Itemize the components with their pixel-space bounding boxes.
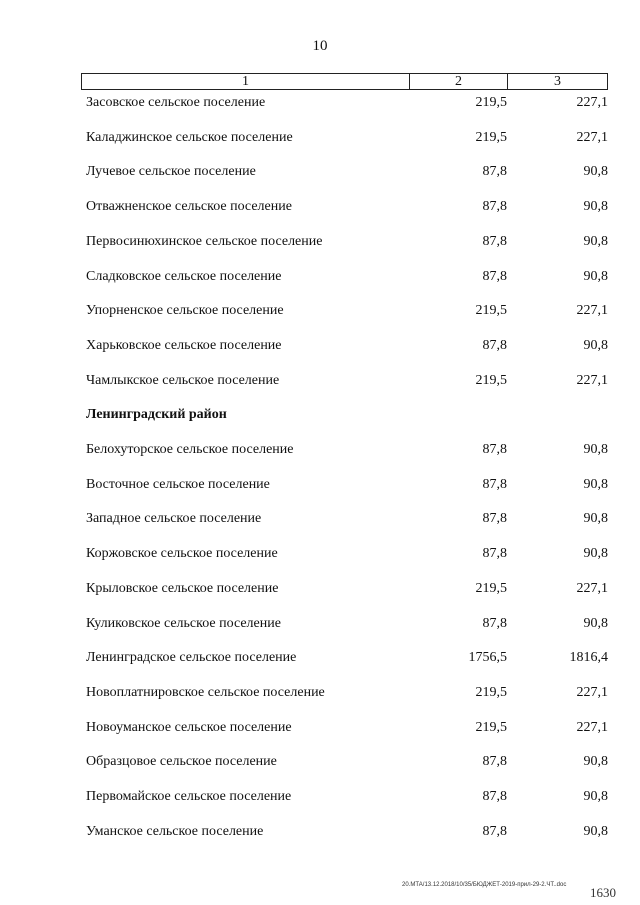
settlement-name: Восточное сельское поселение: [86, 476, 270, 492]
value-col-3: 90,8: [583, 199, 608, 215]
settlement-name: Белохуторское сельское поселение: [86, 442, 294, 457]
table-row: [0, 475, 640, 495]
value-col-2: 219,5: [475, 684, 507, 700]
value-col-3: 227,1: [576, 303, 608, 319]
table-row: [0, 440, 640, 460]
table-row: [0, 752, 640, 772]
settlement-name: Новоуманское сельское поселение: [86, 719, 292, 735]
settlement-name: Уманское сельское поселение: [86, 823, 264, 839]
table-row: [0, 544, 640, 564]
table-row: [0, 579, 640, 599]
table-row: [0, 197, 640, 217]
table-row: [0, 787, 640, 807]
value-col-3: 90,8: [583, 823, 608, 839]
settlement-name: Первосинюхинское сельское поселение: [86, 233, 323, 249]
settlement-name: Упорненское сельское поселение: [86, 303, 284, 319]
table-row: [0, 648, 640, 668]
footer-number: 1630: [590, 885, 616, 900]
table-row: [0, 509, 640, 529]
header-col-3: 3: [554, 74, 561, 89]
value-col-2: 87,8: [482, 511, 507, 527]
value-col-3: 90,8: [583, 546, 608, 562]
value-col-3: 90,8: [583, 268, 608, 284]
value-col-3: 90,8: [583, 442, 608, 457]
settlement-name: Засовское сельское поселение: [86, 95, 266, 110]
value-col-2: 87,8: [482, 337, 507, 353]
value-col-3: 90,8: [583, 789, 608, 804]
table-row: [0, 93, 640, 113]
settlement-name: Крыловское сельское поселение: [86, 580, 279, 596]
value-col-2: 87,8: [482, 442, 507, 457]
header-col-1: 1: [82, 74, 410, 89]
value-col-2: 87,8: [482, 268, 507, 284]
settlement-name: Чамлыкское сельское поселение: [86, 372, 280, 388]
value-col-2: 87,8: [482, 789, 507, 804]
value-col-3: 90,8: [583, 476, 608, 492]
table-row: [0, 336, 640, 356]
value-col-2: 87,8: [482, 823, 507, 839]
value-col-3: 227,1: [576, 684, 608, 700]
settlement-name: Сладковское сельское поселение: [86, 268, 282, 284]
table-row: [0, 162, 640, 182]
settlement-name: Ленинградское сельское поселение: [86, 650, 297, 666]
table-row: [0, 267, 640, 287]
value-col-2: 219,5: [475, 129, 507, 145]
value-col-2: 219,5: [475, 372, 507, 388]
value-col-3: 227,1: [576, 95, 608, 110]
footer-path: 20.МТА/13.12.2018/10/35/БЮДЖЕТ-2019-прил-29-2.ЧТ..doc: [402, 882, 567, 888]
settlement-name: Первомайское сельское поселение: [86, 789, 292, 804]
table-row: [0, 614, 640, 634]
settlement-name: Образцовое сельское поселение: [86, 754, 277, 770]
value-col-2: 87,8: [482, 546, 507, 562]
value-col-3: 1816,4: [569, 650, 608, 666]
value-col-2: 87,8: [482, 754, 507, 770]
table-row: [0, 718, 640, 738]
page-number: 10: [312, 38, 328, 54]
value-col-2: 219,5: [475, 719, 507, 735]
table-row: [0, 128, 640, 148]
value-col-3: 90,8: [583, 511, 608, 527]
value-col-2: 87,8: [482, 199, 507, 215]
value-col-3: 90,8: [583, 337, 608, 353]
value-col-3: 227,1: [576, 580, 608, 596]
settlement-name: Куликовское сельское поселение: [86, 615, 281, 631]
settlement-name: Харьковское сельское поселение: [86, 337, 282, 353]
table-row: [0, 371, 640, 391]
table-row: [0, 683, 640, 703]
value-col-3: 227,1: [576, 719, 608, 735]
value-col-2: 87,8: [482, 476, 507, 492]
table-header: [81, 73, 608, 90]
value-col-2: 87,8: [482, 615, 507, 631]
settlement-name: Ленинградский район: [86, 407, 227, 423]
group-heading-row: [0, 405, 640, 425]
settlement-name: Каладжинское сельское поселение: [86, 129, 293, 145]
value-col-2: 1756,5: [468, 650, 507, 666]
value-col-3: 90,8: [583, 615, 608, 631]
value-col-3: 90,8: [583, 754, 608, 770]
table-row: [0, 301, 640, 321]
value-col-2: 219,5: [475, 303, 507, 319]
settlement-name: Новоплатнировское сельское поселение: [86, 684, 325, 700]
value-col-2: 87,8: [482, 233, 507, 249]
table-row: [0, 822, 640, 842]
settlement-name: Лучевое сельское поселение: [86, 164, 256, 180]
value-col-3: 90,8: [583, 164, 608, 180]
value-col-3: 90,8: [583, 233, 608, 249]
value-col-3: 227,1: [576, 372, 608, 388]
header-col-2: 2: [410, 74, 508, 89]
settlement-name: Коржовское сельское поселение: [86, 546, 278, 562]
value-col-2: 219,5: [475, 95, 507, 110]
value-col-3: 227,1: [576, 129, 608, 145]
table-row: [0, 232, 640, 252]
settlement-name: Западное сельское поселение: [86, 511, 262, 527]
value-col-2: 219,5: [475, 580, 507, 596]
value-col-2: 87,8: [482, 164, 507, 180]
settlement-name: Отважненское сельское поселение: [86, 199, 292, 215]
